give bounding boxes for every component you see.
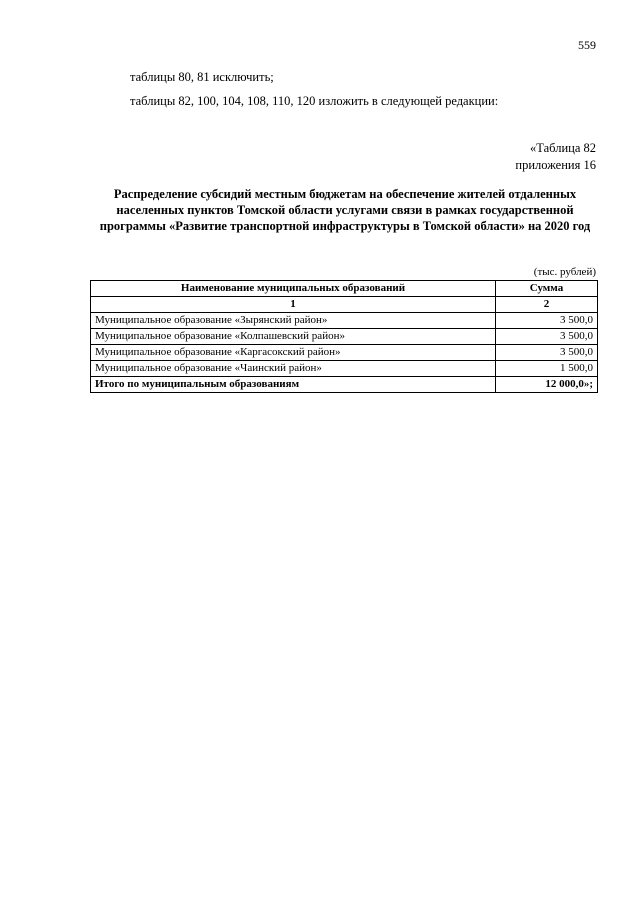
row-sum: 3 500,0 (496, 313, 598, 329)
table-row (91, 361, 598, 377)
total-sum: 12 000,0»; (496, 377, 598, 393)
subsidy-table (90, 280, 598, 393)
page-number: 559 (578, 38, 596, 52)
table-heading: Распределение субсидий местным бюджетам на обеспечение жителей отдаленных населенных пунктов Томской области услугами связи в рамках государственной программы «Развитие транспортной инфраструктуры в Томской области» на 2020 год (99, 187, 591, 233)
column-number-1: 1 (91, 297, 496, 313)
units-label: (тыс. рублей) (533, 266, 596, 278)
table-row (91, 345, 598, 361)
table-reference (515, 140, 596, 174)
table-row (91, 329, 598, 345)
table-reference-line1: «Таблица 82 (530, 141, 596, 155)
total-row (91, 377, 598, 393)
row-sum: 3 500,0 (496, 329, 598, 345)
table-header-row (91, 281, 598, 297)
row-name: Муниципальное образование «Колпашевский район» (91, 329, 496, 345)
row-sum: 1 500,0 (496, 361, 598, 377)
table-reference-line2: приложения 16 (515, 158, 596, 172)
header-name: Наименование муниципальных образований (91, 281, 496, 297)
row-name: Муниципальное образование «Зырянский район» (91, 313, 496, 329)
row-name: Муниципальное образование «Чаинский район» (91, 361, 496, 377)
row-sum: 3 500,0 (496, 345, 598, 361)
column-number-2: 2 (496, 297, 598, 313)
table-row (91, 313, 598, 329)
row-name: Муниципальное образование «Каргасокский район» (91, 345, 496, 361)
paragraph-revise: таблицы 82, 100, 104, 108, 110, 120 изложить в следующей редакции: (130, 94, 499, 108)
column-number-row (91, 297, 598, 313)
header-sum: Сумма (496, 281, 598, 297)
total-name: Итого по муниципальным образованиям (91, 377, 496, 393)
paragraph-exclude: таблицы 80, 81 исключить; (130, 70, 274, 84)
